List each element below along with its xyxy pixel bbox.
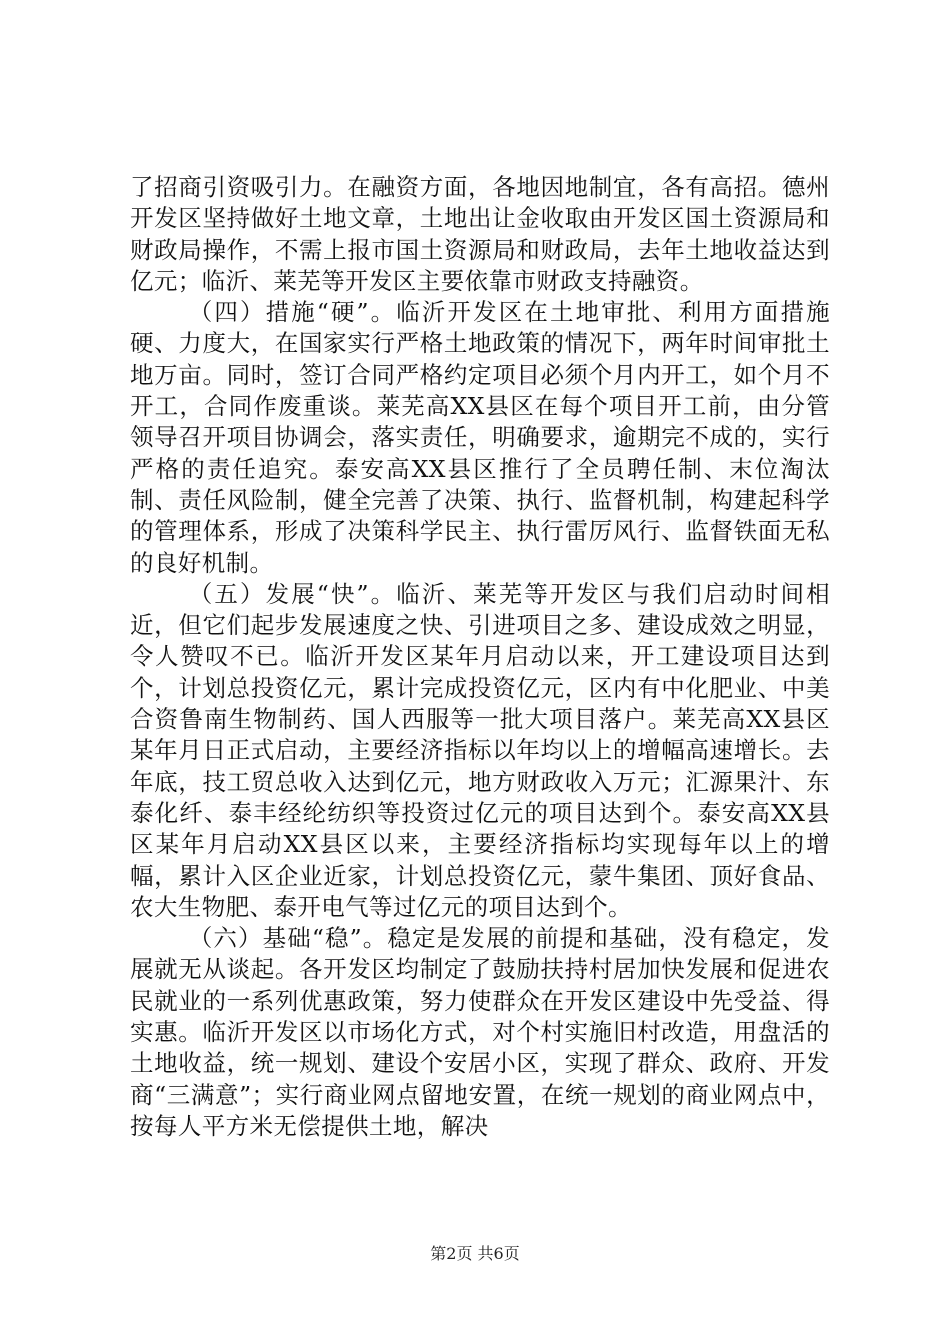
document-body xyxy=(130,172,830,1142)
page-footer: 第2页 共6页 xyxy=(430,1244,520,1263)
paragraph-development: （五）发展“快”。临沂、莱芜等开发区与我们启动时间相近，但它们起步发展速度之快、引进项目之多、建设成效之明显，令人赞叹不已。临沂开发区某年月启动以来，开工建设项目达到个，计划总投资亿元，累计完成投资亿元，区内有中化肥业、中美合资鲁南生物制药、国人西服等一批大项目落户。莱芜高XX县区某年月日正式启动，主要经济指标以年均以上的增幅高速增长。去年底，技工贸总收入达到亿元，地方财政收入万元；汇源果汁、东泰化纤、泰丰经纶纺织等投资过亿元的项目达到个。泰安高XX县区某年月启动XX县区以来，主要经济指标均实现每年以上的增幅，累计入区企业近家，计划总投资亿元，蒙牛集团、顶好食品、农大生物肥、泰开电气等过亿元的项目达到个。 xyxy=(130,579,830,921)
paragraph-continuation: 了招商引资吸引力。在融资方面，各地因地制宜，各有高招。德州开发区坚持做好土地文章，土地出让金收取由开发区国土资源局和财政局操作，不需上报市国土资源局和财政局，去年土地收益达到亿元；临沂、莱芜等开发区主要依靠市财政支持融资。 xyxy=(130,173,830,295)
paragraph-foundation: （六）基础“稳”。稳定是发展的前提和基础，没有稳定，发展就无从谈起。各开发区均制定了鼓励扶持村居加快发展和促进农民就业的一系列优惠政策，努力使群众在开发区建设中先受益、得实惠。临沂开发区以市场化方式，对个村实施旧村改造，用盘活的土地收益，统一规划、建设个安居小区，实现了群众、政府、开发商“三满意”；实行商业网点留地安置，在统一规划的商业网点中，按每人平方米无偿提供土地，解决 xyxy=(130,924,830,1140)
paragraph-measures: （四）措施“硬”。临沂开发区在土地审批、利用方面措施硬、力度大，在国家实行严格土地政策的情况下，两年时间审批土地万亩。同时，签订合同严格约定项目必须个月内开工，如个月不开工，合同作废重谈。莱芜高XX县区在每个项目开工前，由分管领导召开项目协调会，落实责任，明确要求，逾期完不成的，实行严格的责任追究。泰安高XX县区推行了全员聘任制、末位淘汰制、责任风险制，健全完善了决策、执行、监督机制，构建起科学的管理体系，形成了决策科学民主、执行雷厉风行、监督铁面无私的良好机制。 xyxy=(130,298,830,577)
